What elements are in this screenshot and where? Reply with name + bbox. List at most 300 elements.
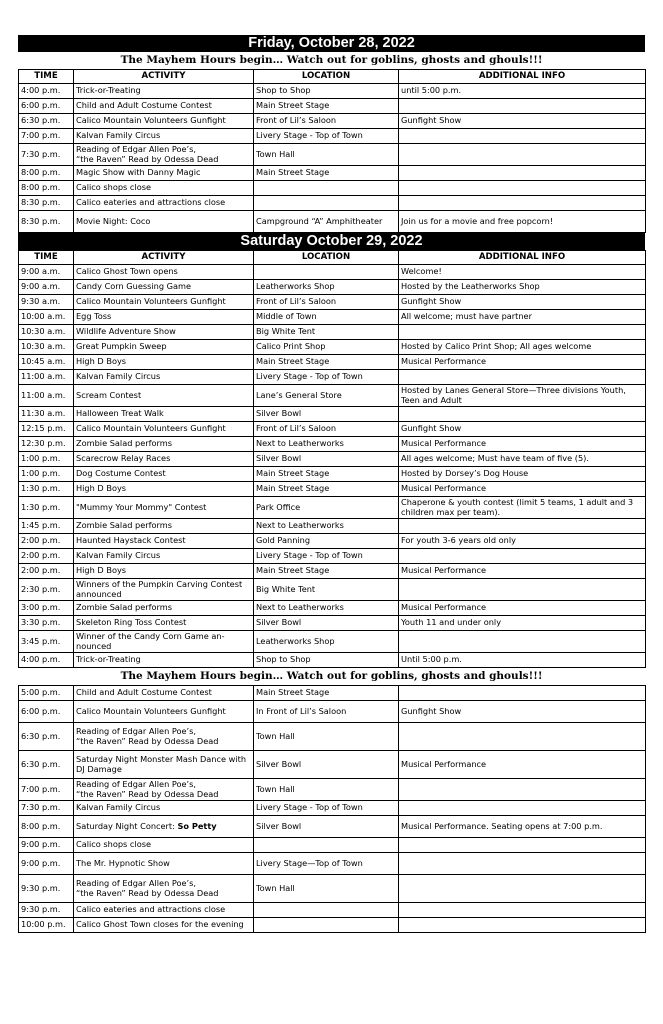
time-cell <box>19 549 74 564</box>
activity-cell-text: Kalvan Family Circus <box>76 130 161 141</box>
table-row <box>19 280 646 295</box>
table-row <box>19 166 646 181</box>
saturday-header: Saturday October 29, 2022 <box>18 233 645 250</box>
location-cell <box>254 534 399 549</box>
activity-cell-text: Magic Show with Danny Magic <box>76 167 201 178</box>
activity-cell-text: Dog Costume Contest <box>76 468 166 479</box>
schedule-document <box>18 35 645 933</box>
activity-cell <box>74 534 254 549</box>
activity-cell-text: High D Boys <box>76 565 127 576</box>
activity-cell-text: Child and Adult Costume Contest <box>76 687 212 698</box>
time-cell <box>19 129 74 144</box>
time-cell <box>19 310 74 325</box>
info-cell <box>399 853 646 875</box>
time-cell-text: 3:45 p.m. <box>21 635 61 646</box>
time-cell <box>19 918 74 933</box>
location-cell <box>254 549 399 564</box>
activity-cell <box>74 310 254 325</box>
time-cell <box>19 340 74 355</box>
time-cell-text: 8:00 p.m. <box>21 167 61 178</box>
table-row <box>19 875 646 903</box>
activity-cell <box>74 144 254 166</box>
location-cell <box>254 838 399 853</box>
info-cell <box>399 370 646 385</box>
location-cell-text: Town Hall <box>256 882 295 893</box>
time-cell-text: 10:00 p.m. <box>21 919 66 930</box>
time-cell-text: 6:00 p.m. <box>21 705 61 716</box>
activity-cell-text: The Mr. Hypnotic Show <box>76 857 170 868</box>
info-cell-text: Gunfight Show <box>401 705 462 716</box>
time-cell <box>19 114 74 129</box>
time-cell-text: 1:30 p.m. <box>21 501 61 512</box>
time-cell-text: 12:15 p.m. <box>21 423 66 434</box>
info-cell-text: Musical Performance <box>401 438 487 449</box>
col-activity: ACTIVITY <box>74 70 254 84</box>
table-row <box>19 779 646 801</box>
table-row <box>19 631 646 653</box>
time-cell <box>19 99 74 114</box>
info-cell-text: Welcome! <box>401 266 442 277</box>
location-cell-text: Main Street Stage <box>256 356 330 367</box>
info-cell <box>399 519 646 534</box>
time-cell-text: 7:30 p.m. <box>21 802 61 813</box>
table-row <box>19 407 646 422</box>
activity-cell <box>74 801 254 816</box>
info-cell <box>399 601 646 616</box>
table-row <box>19 519 646 534</box>
table-row <box>19 751 646 779</box>
location-cell <box>254 355 399 370</box>
activity-cell <box>74 482 254 497</box>
time-cell-text: 1:45 p.m. <box>21 520 61 531</box>
table-row <box>19 340 646 355</box>
location-cell-text: Silver Bowl <box>256 617 302 628</box>
info-cell <box>399 686 646 701</box>
table-row <box>19 903 646 918</box>
activity-cell <box>74 853 254 875</box>
time-cell <box>19 751 74 779</box>
location-cell-text: Town Hall <box>256 730 295 741</box>
time-cell <box>19 686 74 701</box>
location-cell <box>254 631 399 653</box>
activity-cell-text: Halloween Treat Walk <box>76 408 164 419</box>
location-cell-text: Silver Bowl <box>256 453 302 464</box>
col-time: TIME <box>19 70 74 84</box>
table-row <box>19 325 646 340</box>
activity-cell <box>74 325 254 340</box>
activity-cell-text: Trick-or-Treating <box>76 85 141 96</box>
activity-cell <box>74 452 254 467</box>
time-cell <box>19 196 74 211</box>
info-cell <box>399 355 646 370</box>
info-cell <box>399 579 646 601</box>
table-row <box>19 355 646 370</box>
location-cell-text: Middle of Town <box>256 311 317 322</box>
time-cell <box>19 407 74 422</box>
activity-cell-text: Wildlife Adventure Show <box>76 326 176 337</box>
activity-cell <box>74 564 254 579</box>
time-cell-text: 6:30 p.m. <box>21 758 61 769</box>
location-cell-text: Leatherworks Shop <box>256 635 335 646</box>
activity-cell <box>74 816 254 838</box>
time-cell-text: 8:00 p.m. <box>21 182 61 193</box>
location-cell <box>254 325 399 340</box>
activity-cell-text: Zombie Salad performs <box>76 602 172 613</box>
info-cell <box>399 340 646 355</box>
activity-cell <box>74 196 254 211</box>
time-cell <box>19 325 74 340</box>
info-cell <box>399 452 646 467</box>
location-cell <box>254 166 399 181</box>
time-cell-text: 8:30 p.m. <box>21 215 61 226</box>
activity-cell-text: Calico Mountain Volunteers Gunfight <box>76 705 226 716</box>
activity-cell <box>74 280 254 295</box>
time-cell <box>19 653 74 668</box>
location-cell <box>254 519 399 534</box>
time-cell-text: 6:30 p.m. <box>21 115 61 126</box>
location-cell <box>254 129 399 144</box>
location-cell <box>254 779 399 801</box>
location-cell-text: Main Street Stage <box>256 565 330 576</box>
info-cell <box>399 653 646 668</box>
location-cell <box>254 422 399 437</box>
activity-cell <box>74 701 254 723</box>
location-cell-text: In Front of Lil’s Saloon <box>256 705 347 716</box>
activity-cell-text: Trick-or-Treating <box>76 654 141 665</box>
saturday-table <box>18 250 646 668</box>
activity-cell-text: Calico eateries and attractions close <box>76 904 226 915</box>
table-row <box>19 310 646 325</box>
activity-cell <box>74 84 254 99</box>
info-cell-text: Until 5:00 p.m. <box>401 654 462 665</box>
activity-cell-text: Haunted Haystack Contest <box>76 535 186 546</box>
location-cell-text: Big White Tent <box>256 326 316 337</box>
location-cell <box>254 723 399 751</box>
time-cell-text: 10:30 a.m. <box>21 341 66 352</box>
time-cell-text: 1:30 p.m. <box>21 483 61 494</box>
activity-cell-text: Calico Mountain Volunteers Gunfight <box>76 115 226 126</box>
info-cell <box>399 84 646 99</box>
time-cell <box>19 701 74 723</box>
location-cell-text: Big White Tent <box>256 583 316 594</box>
table-row <box>19 918 646 933</box>
time-cell <box>19 482 74 497</box>
table-row <box>19 616 646 631</box>
col-location: LOCATION <box>254 70 399 84</box>
location-cell <box>254 99 399 114</box>
friday-banner: The Mayhem Hours begin… Watch out for goblins, ghosts and ghouls!!! <box>120 54 543 66</box>
friday-column-headers <box>19 70 646 84</box>
info-cell-text: All welcome; must have partner <box>401 311 532 322</box>
activity-cell-text: High D Boys <box>76 356 127 367</box>
info-cell <box>399 166 646 181</box>
location-cell <box>254 816 399 838</box>
info-cell-text: Youth 11 and under only <box>401 617 502 628</box>
table-row <box>19 129 646 144</box>
time-cell <box>19 211 74 233</box>
info-cell <box>399 280 646 295</box>
info-cell-text: Gunfight Show <box>401 423 462 434</box>
activity-cell <box>74 723 254 751</box>
info-cell-text: until 5:00 p.m. <box>401 85 462 96</box>
info-cell-text: All ages welcome; Must have team of five (5). <box>401 453 589 464</box>
location-cell <box>254 751 399 779</box>
time-cell-text: 11:00 a.m. <box>21 371 66 382</box>
activity-cell <box>74 838 254 853</box>
location-cell-text: Silver Bowl <box>256 820 302 831</box>
time-cell-text: 8:00 p.m. <box>21 820 61 831</box>
activity-cell <box>74 579 254 601</box>
location-cell <box>254 579 399 601</box>
activity-cell <box>74 751 254 779</box>
location-cell-text: Town Hall <box>256 148 295 159</box>
time-cell-text: 10:00 a.m. <box>21 311 66 322</box>
activity-cell <box>74 340 254 355</box>
time-cell <box>19 903 74 918</box>
time-cell <box>19 519 74 534</box>
location-cell <box>254 653 399 668</box>
activity-cell <box>74 497 254 519</box>
info-cell <box>399 99 646 114</box>
location-cell <box>254 84 399 99</box>
activity-cell-text: Egg Toss <box>76 311 112 322</box>
table-row <box>19 686 646 701</box>
time-cell-text: 2:00 p.m. <box>21 565 61 576</box>
activity-cell-text: Great Pumpkin Sweep <box>76 341 167 352</box>
activity-cell <box>74 295 254 310</box>
info-cell <box>399 701 646 723</box>
time-cell <box>19 801 74 816</box>
table-row <box>19 482 646 497</box>
location-cell <box>254 497 399 519</box>
time-cell <box>19 779 74 801</box>
activity-cell-text: Calico Mountain Volunteers Gunfight <box>76 423 226 434</box>
time-cell-text: 7:00 p.m. <box>21 783 61 794</box>
activity-cell-text: High D Boys <box>76 483 127 494</box>
info-cell-text: Gunfight Show <box>401 296 462 307</box>
activity-cell <box>74 181 254 196</box>
activity-cell <box>74 407 254 422</box>
info-cell <box>399 816 646 838</box>
info-cell-text: For youth 3-6 years old only <box>401 535 516 546</box>
evening-banner: The Mayhem Hours begin… Watch out for goblins, ghosts and ghouls!!! <box>120 670 543 682</box>
info-cell-text: Join us for a movie and free popcorn! <box>401 215 554 226</box>
time-cell <box>19 181 74 196</box>
activity-cell-text: Kalvan Family Circus <box>76 550 161 561</box>
table-row <box>19 144 646 166</box>
location-cell-text: Silver Bowl <box>256 758 302 769</box>
info-cell <box>399 751 646 779</box>
info-cell-text: Musical Performance <box>401 602 487 613</box>
info-cell-text: Hosted by Dorsey’s Dog House <box>401 468 529 479</box>
time-cell <box>19 84 74 99</box>
table-row <box>19 385 646 407</box>
location-cell-text: Livery Stage—Top of Town <box>256 857 363 868</box>
info-cell <box>399 875 646 903</box>
info-cell-text: Musical Performance <box>401 356 487 367</box>
location-cell-text: Main Street Stage <box>256 483 330 494</box>
activity-cell <box>74 355 254 370</box>
activity-cell-text: Calico shops close <box>76 182 152 193</box>
activity-cell <box>74 686 254 701</box>
time-cell <box>19 816 74 838</box>
location-cell-text: Livery Stage - Top of Town <box>256 550 363 561</box>
activity-cell-text: Reading of Edgar Allen Poe’s, “the Raven” Read by Odessa Dead <box>76 779 219 799</box>
info-cell-text: Gunfight Show <box>401 115 462 126</box>
time-cell-text: 1:00 p.m. <box>21 453 61 464</box>
evening-rows <box>19 686 646 933</box>
time-cell-text: 2:30 p.m. <box>21 583 61 594</box>
info-cell <box>399 482 646 497</box>
table-row <box>19 534 646 549</box>
location-cell-text: Main Street Stage <box>256 468 330 479</box>
activity-cell <box>74 422 254 437</box>
time-cell <box>19 467 74 482</box>
info-cell-text: Chaperone & youth contest (limit 5 teams, 1 adult and 3 children max per team). <box>401 497 634 517</box>
time-cell <box>19 452 74 467</box>
time-cell-text: 2:00 p.m. <box>21 550 61 561</box>
info-cell <box>399 497 646 519</box>
location-cell <box>254 564 399 579</box>
location-cell-text: Main Street Stage <box>256 687 330 698</box>
table-row <box>19 653 646 668</box>
info-cell-text: Musical Performance. Seating opens at 7:00 p.m. <box>401 820 603 831</box>
info-cell <box>399 422 646 437</box>
table-row <box>19 295 646 310</box>
location-cell-text: Next to Leatherworks <box>256 602 344 613</box>
time-cell-text: 11:00 a.m. <box>21 389 66 400</box>
info-cell <box>399 114 646 129</box>
table-row <box>19 211 646 233</box>
time-cell-text: 9:00 p.m. <box>21 839 61 850</box>
evening-table <box>18 685 646 933</box>
activity-cell <box>74 99 254 114</box>
location-cell <box>254 801 399 816</box>
info-cell-text: Musical Performance <box>401 565 487 576</box>
table-row <box>19 723 646 751</box>
time-cell-text: 6:30 p.m. <box>21 730 61 741</box>
info-cell <box>399 534 646 549</box>
location-cell <box>254 280 399 295</box>
activity-cell <box>74 601 254 616</box>
time-cell <box>19 355 74 370</box>
location-cell <box>254 601 399 616</box>
time-cell <box>19 534 74 549</box>
activity-cell <box>74 211 254 233</box>
info-cell <box>399 211 646 233</box>
activity-cell-text: Scream Contest <box>76 389 142 400</box>
location-cell-text: Silver Bowl <box>256 408 302 419</box>
saturday-column-headers <box>19 251 646 265</box>
location-cell <box>254 370 399 385</box>
location-cell-text: Livery Stage - Top of Town <box>256 371 363 382</box>
table-row <box>19 564 646 579</box>
info-cell <box>399 723 646 751</box>
activity-cell <box>74 385 254 407</box>
location-cell <box>254 686 399 701</box>
activity-cell-text: Calico shops close <box>76 839 152 850</box>
location-cell-text: Shop to Shop <box>256 85 311 96</box>
activity-cell <box>74 779 254 801</box>
info-cell <box>399 295 646 310</box>
location-cell <box>254 467 399 482</box>
activity-cell-text: Kalvan Family Circus <box>76 371 161 382</box>
col-info: ADDITIONAL INFO <box>399 251 646 265</box>
time-cell <box>19 853 74 875</box>
time-cell <box>19 144 74 166</box>
location-cell-text: Next to Leatherworks <box>256 520 344 531</box>
activity-cell <box>74 437 254 452</box>
info-cell <box>399 549 646 564</box>
col-location: LOCATION <box>254 251 399 265</box>
location-cell <box>254 407 399 422</box>
table-row <box>19 99 646 114</box>
activity-cell-text: Winner of the Candy Corn Game an- nounced <box>76 631 225 651</box>
location-cell <box>254 452 399 467</box>
location-cell-text: Main Street Stage <box>256 100 330 111</box>
headliner-name: So Petty <box>177 820 217 831</box>
table-row <box>19 701 646 723</box>
time-cell-text: 3:00 p.m. <box>21 602 61 613</box>
time-cell <box>19 437 74 452</box>
activity-cell-text: Winners of the Pumpkin Carving Contest announced <box>76 579 243 599</box>
time-cell <box>19 564 74 579</box>
time-cell <box>19 385 74 407</box>
activity-cell <box>74 370 254 385</box>
time-cell <box>19 166 74 181</box>
activity-cell <box>74 903 254 918</box>
table-row <box>19 181 646 196</box>
location-cell <box>254 616 399 631</box>
activity-cell-text: Calico Mountain Volunteers Gunfight <box>76 296 226 307</box>
info-cell <box>399 407 646 422</box>
activity-cell <box>74 616 254 631</box>
time-cell <box>19 601 74 616</box>
activity-cell <box>74 653 254 668</box>
table-row <box>19 370 646 385</box>
activity-cell-text: Calico eateries and attractions close <box>76 197 226 208</box>
activity-cell-text: Zombie Salad performs <box>76 520 172 531</box>
location-cell <box>254 918 399 933</box>
friday-rows <box>19 84 646 233</box>
location-cell <box>254 875 399 903</box>
info-cell <box>399 918 646 933</box>
table-row <box>19 437 646 452</box>
location-cell-text: Livery Stage - Top of Town <box>256 130 363 141</box>
activity-cell <box>74 166 254 181</box>
time-cell-text: 9:30 p.m. <box>21 904 61 915</box>
info-cell-text: Musical Performance <box>401 758 487 769</box>
time-cell <box>19 631 74 653</box>
time-cell <box>19 875 74 903</box>
time-cell <box>19 422 74 437</box>
time-cell <box>19 838 74 853</box>
location-cell-text: Gold Panning <box>256 535 311 546</box>
info-cell <box>399 564 646 579</box>
time-cell-text: 3:30 p.m. <box>21 617 61 628</box>
location-cell-text: Lane’s General Store <box>256 389 342 400</box>
info-cell <box>399 903 646 918</box>
time-cell-text: 8:30 p.m. <box>21 197 61 208</box>
time-cell-text: 4:00 p.m. <box>21 654 61 665</box>
location-cell <box>254 385 399 407</box>
location-cell <box>254 144 399 166</box>
activity-cell <box>74 875 254 903</box>
col-time: TIME <box>19 251 74 265</box>
time-cell <box>19 723 74 751</box>
location-cell <box>254 482 399 497</box>
time-cell-text: 9:00 p.m. <box>21 857 61 868</box>
